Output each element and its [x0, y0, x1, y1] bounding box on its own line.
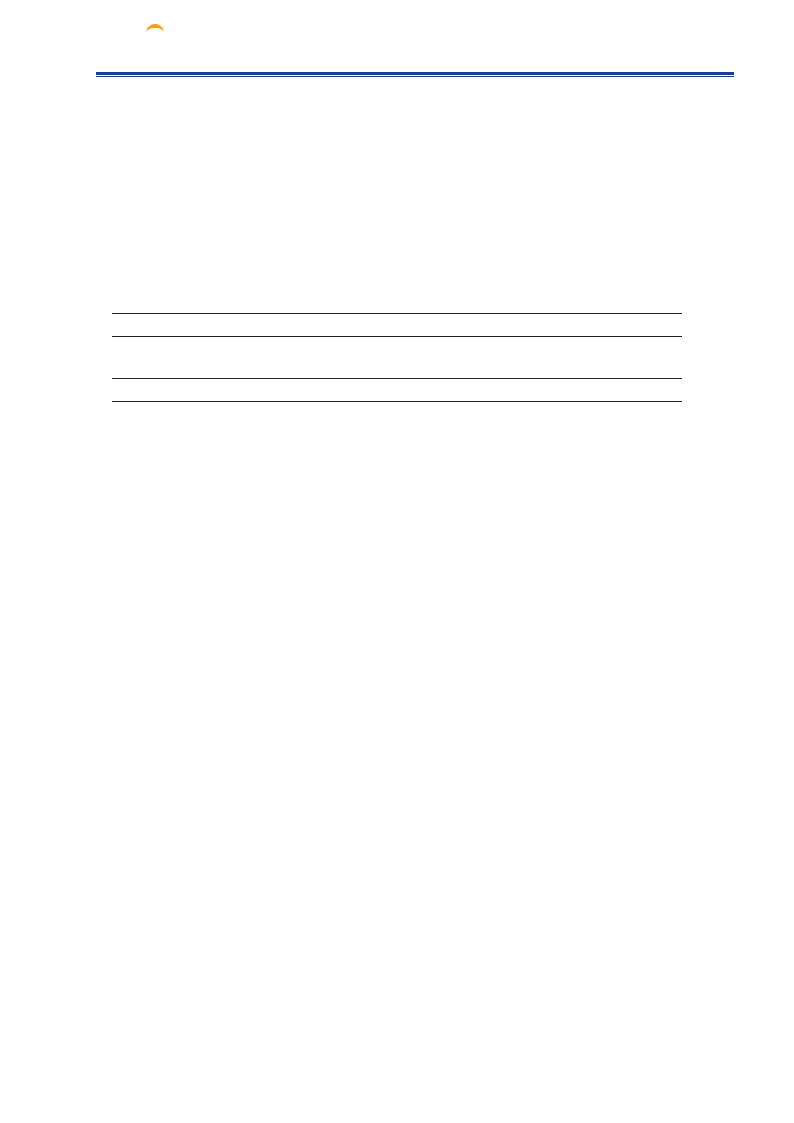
header-divider	[96, 72, 734, 75]
version-and-page	[496, 1024, 516, 1038]
page-header	[0, 0, 794, 80]
dqr-sec-total-row	[112, 313, 682, 337]
header-divider-thin	[96, 76, 734, 77]
company-logo	[124, 26, 132, 29]
table-header-row	[112, 378, 682, 402]
final-data-quality-table	[112, 378, 682, 402]
logo-accent-arc	[146, 24, 164, 36]
